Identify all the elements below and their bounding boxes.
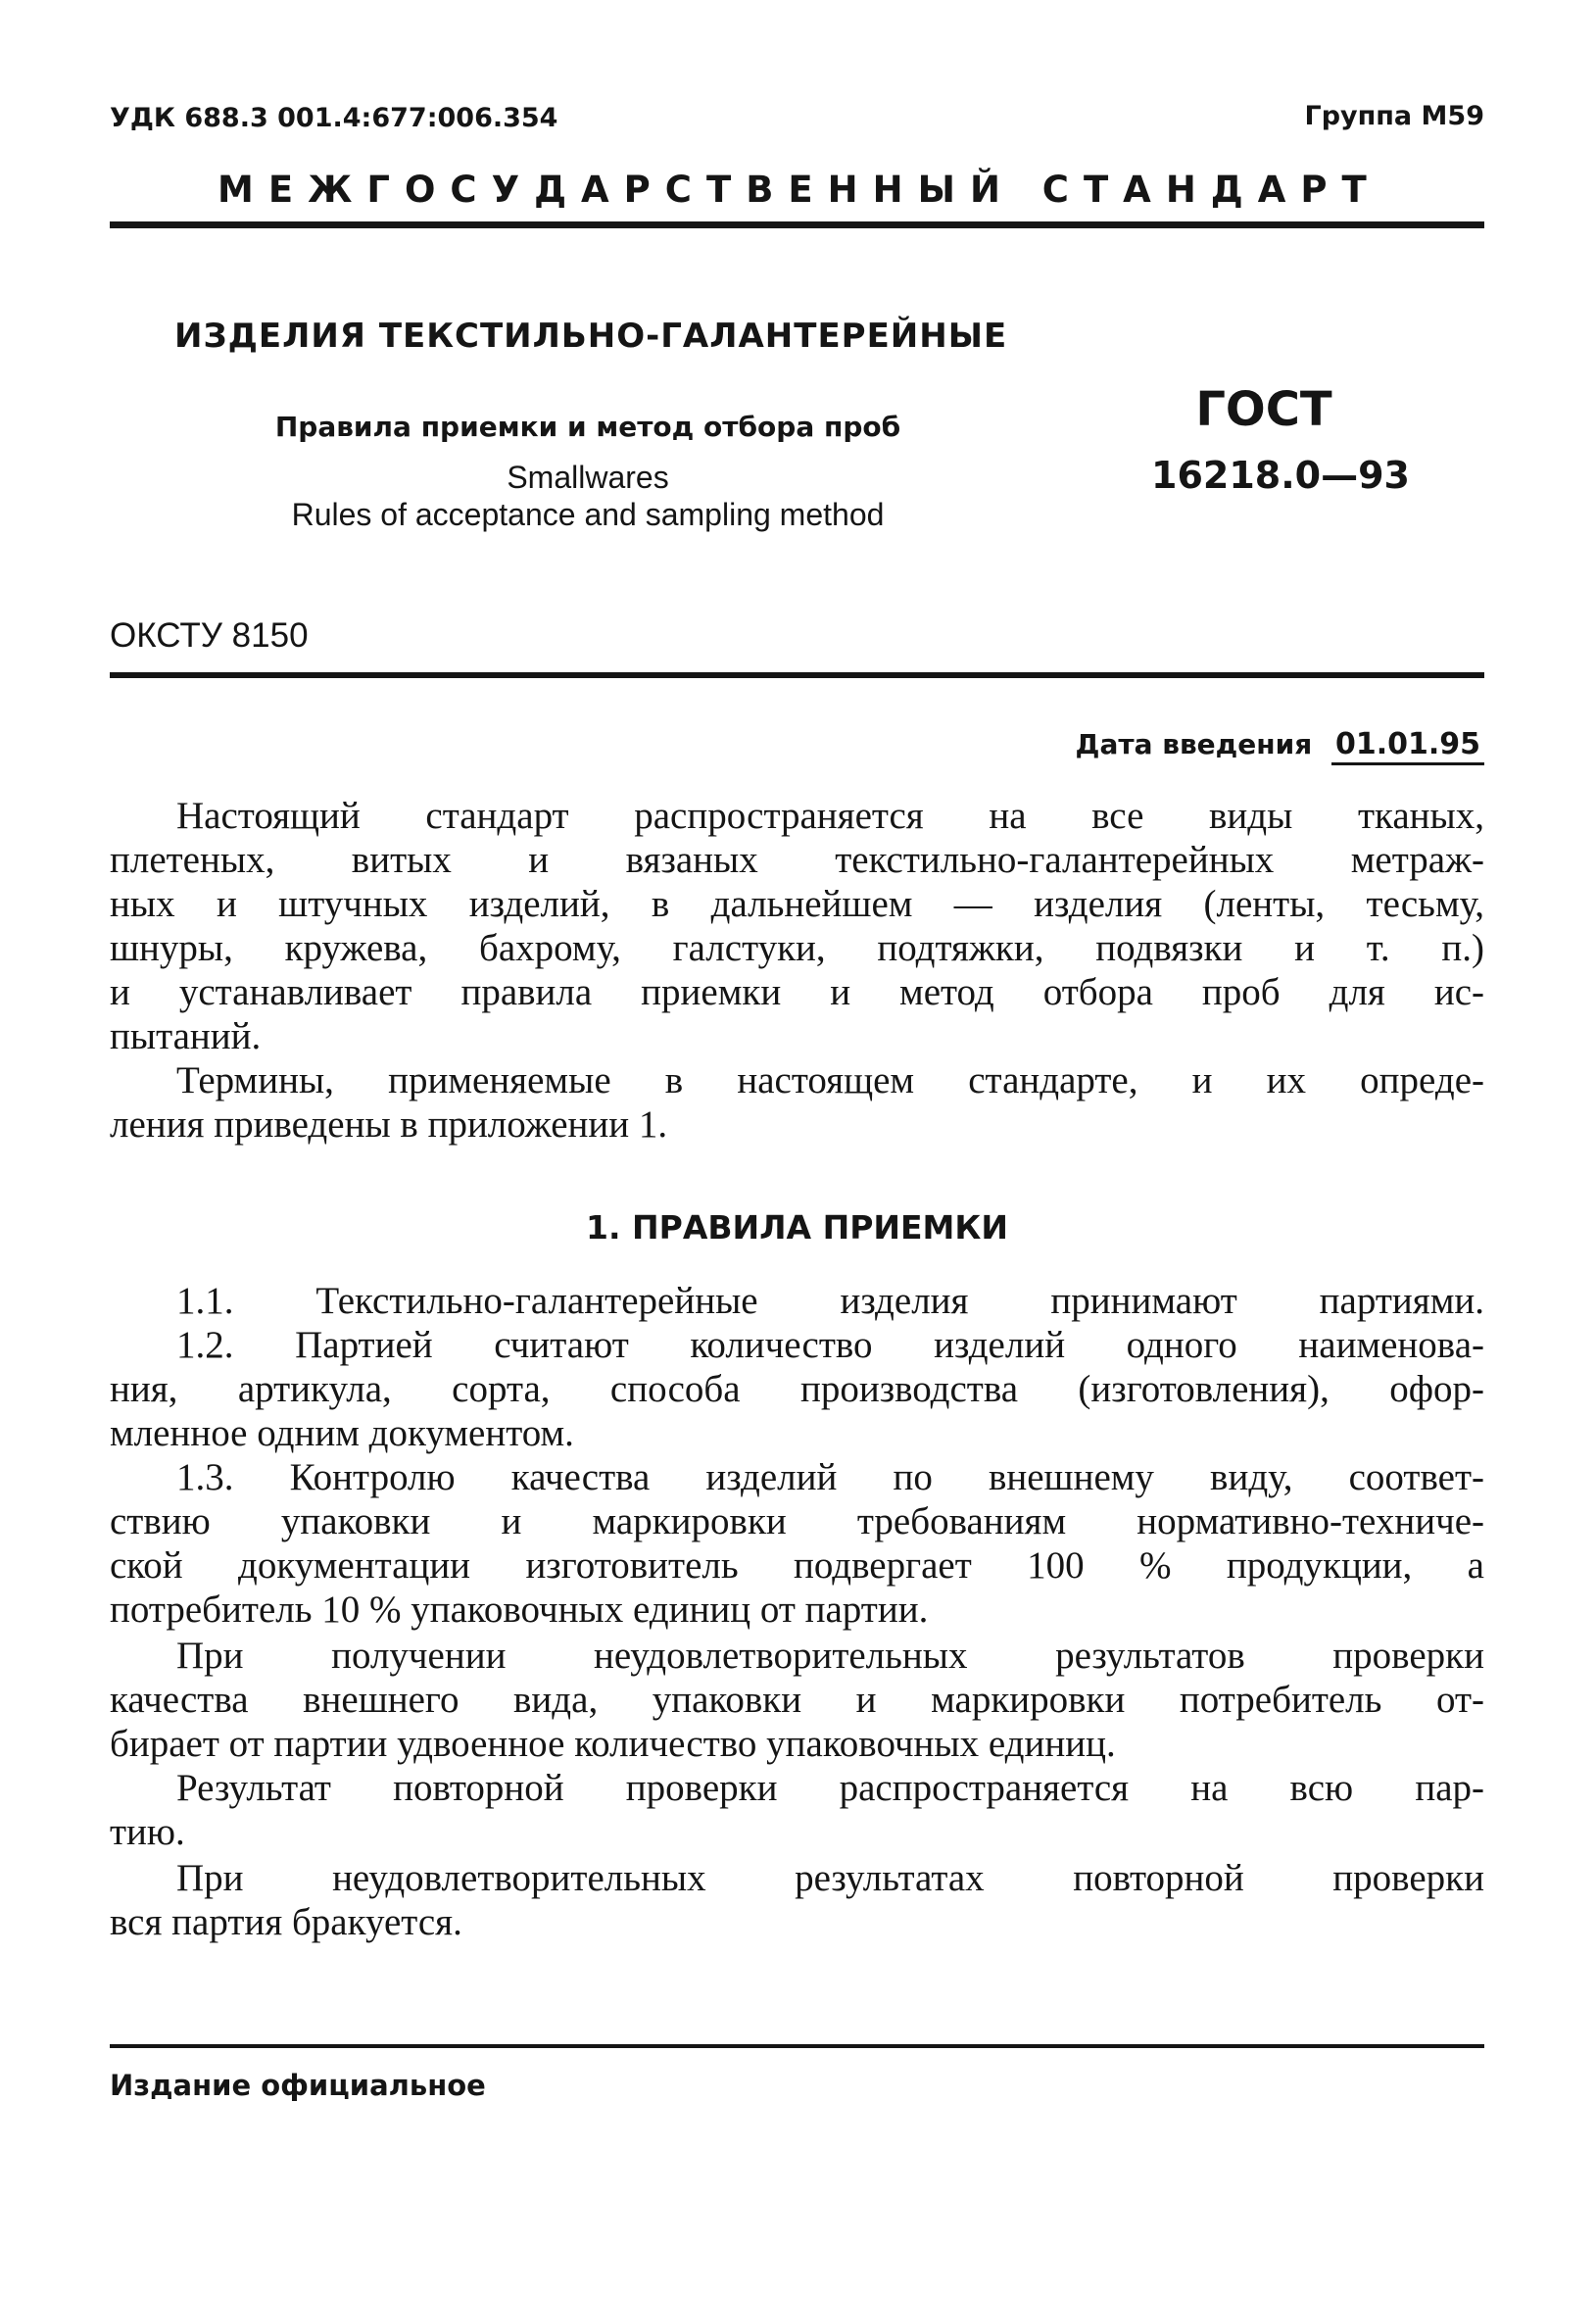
udk-code: УДК 688.3 001.4:677:006.354 [110, 103, 558, 133]
subtitle-en-1: Smallwares [507, 460, 669, 495]
section-line: ствию упаковки и маркировки требованиям нормативно-техниче- [110, 1500, 1484, 1542]
section-line: ской документации изготовитель подвергает 100 % продукции, а [110, 1544, 1484, 1587]
intro-line: и устанавливает правила приемки и метод отбора проб для ис- [110, 971, 1484, 1013]
section-line: вся партия бракуется. [110, 1901, 462, 1943]
intro-line: ления приведены в приложении 1. [110, 1103, 668, 1146]
intro-line: Настоящий стандарт распространяется на все виды тканых, [176, 795, 1484, 837]
section-line: 1.2. Партией считают количество изделий одного наименова- [176, 1324, 1484, 1366]
section-heading: 1. ПРАВИЛА ПРИЕМКИ [586, 1208, 1008, 1247]
gost-number: 16218.0—93 [1151, 454, 1410, 497]
document-title: ИЗДЕЛИЯ ТЕКСТИЛЬНО-ГАЛАНТЕРЕЙНЫЕ [174, 317, 1008, 356]
standard-type: МЕЖГОСУДАРСТВЕННЫЙ СТАНДАРТ [218, 169, 1381, 211]
section-line: 1.1. Текстильно-галантерейные изделия принимают партиями. [176, 1280, 1484, 1322]
intro-line: Термины, применяемые в настоящем стандарте, и их опреде- [176, 1059, 1484, 1101]
section-line: При получении неудовлетворительных результатов проверки [176, 1635, 1484, 1677]
section-line: бирает от партии удвоенное количество упаковочных единиц. [110, 1723, 1116, 1765]
intro-line: пытаний. [110, 1015, 262, 1057]
subtitle-en-2: Rules of acceptance and sampling method [291, 497, 885, 532]
group-code: Группа М59 [1304, 101, 1484, 131]
edition-note: Издание официальное [110, 2069, 486, 2102]
header-rule [110, 221, 1484, 228]
section-line: качества внешнего вида, упаковки и маркировки потребитель от- [110, 1679, 1484, 1721]
intro-date [980, 727, 1484, 765]
intro-line: плетеных, витых и вязаных текстильно-галантерейных метраж- [110, 839, 1484, 881]
okstu-rule [110, 672, 1484, 678]
section-line: 1.3. Контролю качества изделий по внешнему виду, соответ- [176, 1456, 1484, 1498]
gost-label: ГОСТ [1195, 382, 1332, 437]
intro-date-label: Дата введения [1075, 728, 1313, 760]
section-line: потребитель 10 % упаковочных единиц от партии. [110, 1589, 929, 1631]
section-line: мленное одним документом. [110, 1412, 574, 1454]
okstu-code: ОКСТУ 8150 [110, 616, 309, 655]
intro-line: ных и штучных изделий, в дальнейшем — изделия (ленты, тесьму, [110, 883, 1484, 925]
intro-line: шнуры, кружева, бахрому, галстуки, подтяжки, подвязки и т. п.) [110, 927, 1484, 969]
footer-rule [110, 2044, 1484, 2048]
section-line: ния, артикула, сорта, способа производства (изготовления), офор- [110, 1368, 1484, 1410]
subtitle-ru: Правила приемки и метод отбора проб [274, 411, 901, 443]
section-line: При неудовлетворительных результатах повторной проверки [176, 1857, 1484, 1899]
section-line: Результат повторной проверки распространяется на всю пар- [176, 1767, 1484, 1809]
section-line: тию. [110, 1811, 185, 1853]
intro-date-value: 01.01.95 [1331, 727, 1484, 765]
